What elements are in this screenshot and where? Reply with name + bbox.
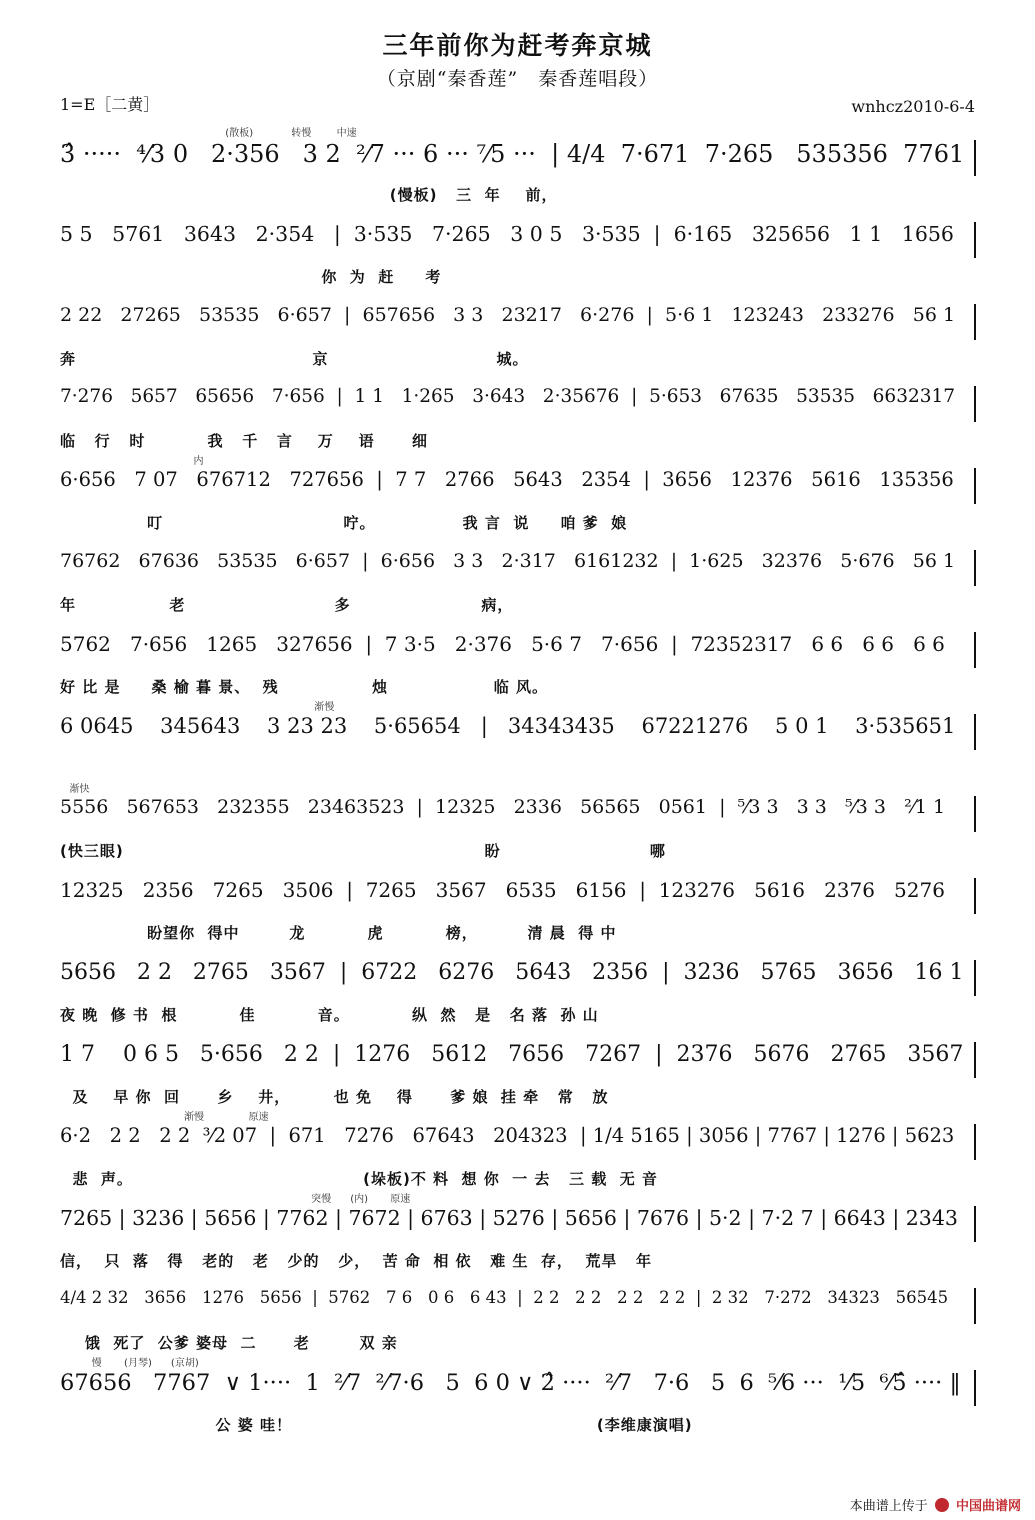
- lyric-line: 悲 声。 (垛板)不 料 想 你 一 去 三 载 无 音: [60, 1170, 658, 1188]
- upload-text: 本曲谱上传于: [849, 1499, 928, 1514]
- site-logo-icon: [935, 1498, 949, 1512]
- tempo-marks: 内: [60, 456, 204, 467]
- barline: [974, 1124, 976, 1160]
- site-name: 中国曲谱网: [955, 1499, 1021, 1514]
- lyric-line: 临 行 时 我 千 言 万 语 细: [60, 432, 428, 450]
- lyric-line: (快三眼) 盼 哪: [60, 842, 666, 860]
- notation-line: 1 7 0 6 5 5·656 2 2 | 1276 5612 7656 7267 | 2376 5676 2765 3567: [60, 1042, 964, 1067]
- lyric-line: 你 为 赶 考: [60, 268, 442, 286]
- notation-line: 4/4 2 32 3656 1276 5656 | 5762 7 6 0 6 6 43 | 2 2 2 2 2 2 2 2 | 2 32 7·272 34323 56545: [60, 1288, 949, 1307]
- barline: [974, 714, 976, 750]
- tempo-marks: 渐快: [60, 784, 90, 795]
- score-system: [60, 550, 978, 620]
- score-system: [60, 386, 978, 456]
- notation-line: 5556 567653 232355 23463523 | 12325 2336 56565 0561 | ⁵⁄3 3 3 3 ⁵⁄3 3 ²⁄1 1: [60, 796, 946, 818]
- score-system: [60, 1042, 978, 1112]
- barline: [974, 468, 976, 504]
- notation-line: 12325 2356 7265 3506 | 7265 3567 6535 6156 | 123276 5616 2376 5276: [60, 878, 945, 902]
- notation-line: 5 5 5761 3643 2·354 | 3·535 7·265 3 0 5 3·535 | 6·165 325656 1 1 1656: [60, 222, 954, 246]
- barline: [974, 878, 976, 914]
- barline: [974, 304, 976, 340]
- score-system: [60, 1112, 978, 1194]
- score-system: [60, 304, 978, 374]
- tempo-marks: 渐慢 原速: [60, 1112, 269, 1123]
- tempo-marks: 突慢 (内) 原速: [60, 1194, 411, 1205]
- score-system: [60, 784, 978, 866]
- lyric-line: 奔 京 城。: [60, 350, 529, 368]
- score-subtitle: （京剧“秦香莲” 秦香莲唱段）: [376, 68, 659, 90]
- lyric-line: 好 比 是 桑 榆 暮 景、 残 烛 临 风。: [60, 678, 548, 696]
- barline: [974, 140, 976, 176]
- lyric-line: 夜 晚 修 书 根 佳 音。 纵 然 是 名 落 孙 山: [60, 1006, 599, 1024]
- score-system: [60, 1358, 978, 1440]
- score-system: [60, 128, 978, 210]
- barline: [974, 960, 976, 996]
- tempo-marks: (散板) 转慢 中速: [60, 128, 357, 139]
- lyric-line: 及 早 你 回 乡 井， 也 免 得 爹 娘 挂 牵 常 放: [60, 1088, 609, 1106]
- lyric-line: 年 老 多 病，: [60, 596, 514, 614]
- notation-line: 6·2 2 2 2 2 ³⁄2 07 | 671 7276 67643 204323 | 1/4 5165 | 3056 | 7767 | 1276 | 5623: [60, 1124, 955, 1147]
- barline: [974, 796, 976, 832]
- lyric-line: 盼望你 得中 龙 虎 榜， 清 晨 得 中: [60, 924, 617, 942]
- score-system: [60, 878, 978, 948]
- notation-line: 3̂ ····· ⁴⁄3 0 2·356 3 2 ²⁄7 ··· 6 ··· ⁷⁄5 ··· | 4/4 7·671 7·265 535356 7761: [60, 140, 965, 168]
- author-date: wnhcz2010-6-4: [851, 97, 975, 116]
- barline: [974, 632, 976, 668]
- notation-line: 6·656 7 07 676712 727656 | 7 7 2766 5643 2354 | 3656 12376 5616 135356: [60, 468, 954, 491]
- score-title: 三年前你为赶考奔京城: [382, 31, 653, 60]
- footer-credit: [850, 1495, 1021, 1514]
- score-system: [60, 1194, 978, 1276]
- score-system: [60, 222, 978, 292]
- barline: [974, 1288, 976, 1324]
- tempo-marks: 慢 (月琴) (京胡): [60, 1358, 199, 1369]
- score-system: [60, 456, 978, 538]
- key-signature: 1=E［二黄］: [60, 95, 160, 114]
- notation-line: 5762 7·656 1265 327656 | 7 3·5 2·376 5·6 7 7·656 | 72352317 6 6 6 6 6 6: [60, 632, 945, 656]
- notation-line: 76762 67636 53535 6·657 | 6·656 3 3 2·317 6161232 | 1·625 32376 5·676 56 1: [60, 550, 956, 572]
- lyric-line: 饿 死了 公爹 婆母 二 老 双 亲: [60, 1334, 398, 1352]
- notation-line: 67656 7767 ∨ 1···· 1 ²⁄7 ²⁄7·6 5 6 0 ∨ 2̂ ···· ²⁄7 7·6 5 6 ⁵⁄6 ··· ¹⁄5 ⁶⁄5̂ ···· ‖: [60, 1370, 961, 1396]
- score-system: [60, 960, 978, 1030]
- score-system: [60, 632, 978, 702]
- lyric-line: 叮 咛。 我 言 说 咱 爹 娘: [60, 514, 628, 532]
- score-system: [60, 1288, 978, 1358]
- tempo-marks: 渐慢: [60, 702, 335, 713]
- lyric-line: 公 婆 哇！ (李维康演唱): [60, 1416, 693, 1434]
- barline: [974, 1042, 976, 1078]
- score-system: [60, 702, 978, 784]
- notation-line: 6 0645 345643 3 23 23 5·65654 | 34343435 67221276 5 0 1 3·535651: [60, 714, 956, 738]
- lyric-line: 信， 只 落 得 老的 老 少的 少， 苦 命 相 依 难 生 存， 荒旱 年: [60, 1252, 653, 1270]
- notation-line: 7·276 5657 65656 7·656 | 1 1 1·265 3·643 2·35676 | 5·653 67635 53535 6632317: [60, 386, 956, 407]
- barline: [974, 550, 976, 586]
- barline: [974, 1206, 976, 1242]
- barline: [974, 222, 976, 258]
- barline: [974, 1370, 976, 1406]
- notation-line: 5656 2 2 2765 3567 | 6722 6276 5643 2356 | 3236 5765 3656 16 1: [60, 960, 964, 985]
- notation-line: 2 22 27265 53535 6·657 | 657656 3 3 23217 6·276 | 5·6 1 123243 233276 56 1: [60, 304, 956, 326]
- notation-line: 7265 | 3236 | 5656 | 7762 | 7672 | 6763 | 5276 | 5656 | 7676 | 5·2 | 7·2 7 | 6643 | 2343: [60, 1206, 958, 1230]
- barline: [974, 386, 976, 422]
- lyric-line: (慢板) 三 年 前，: [60, 186, 558, 204]
